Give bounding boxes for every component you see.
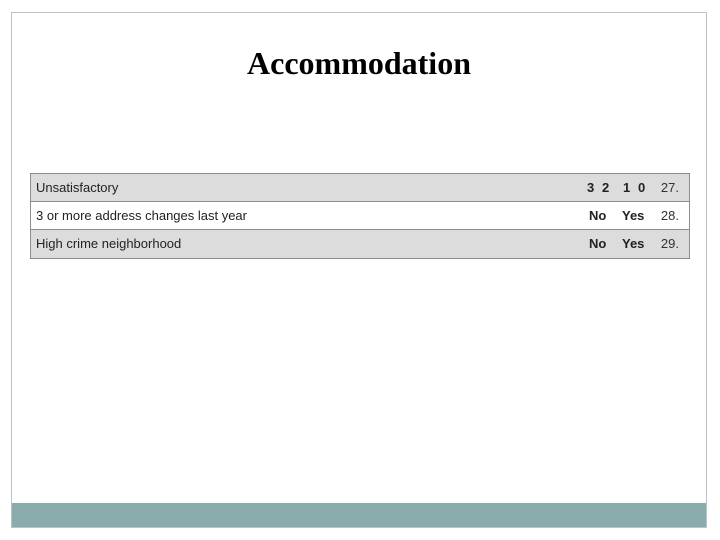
table-row-unsatisfactory xyxy=(31,174,689,202)
option-3: 3 xyxy=(587,180,595,195)
option-no: No xyxy=(589,236,607,251)
option-yes: Yes xyxy=(622,236,645,251)
accommodation-table xyxy=(30,173,690,259)
slide xyxy=(11,12,707,528)
option-no: No xyxy=(589,208,607,223)
item-number: 27. xyxy=(660,180,679,195)
table-row-address-changes xyxy=(31,202,689,230)
row-label: High crime neighborhood xyxy=(36,236,182,251)
option-0: 0 xyxy=(638,180,646,195)
footer-bar xyxy=(12,503,706,527)
item-number: 29. xyxy=(660,236,679,251)
slide-title: Accommodation xyxy=(247,45,471,81)
table-row-high-crime xyxy=(31,230,689,258)
option-2: 2 xyxy=(602,180,610,195)
row-label: Unsatisfactory xyxy=(36,180,119,195)
option-1: 1 xyxy=(623,180,631,195)
row-label: 3 or more address changes last year xyxy=(36,208,247,223)
item-number: 28. xyxy=(660,208,679,223)
option-yes: Yes xyxy=(622,208,645,223)
